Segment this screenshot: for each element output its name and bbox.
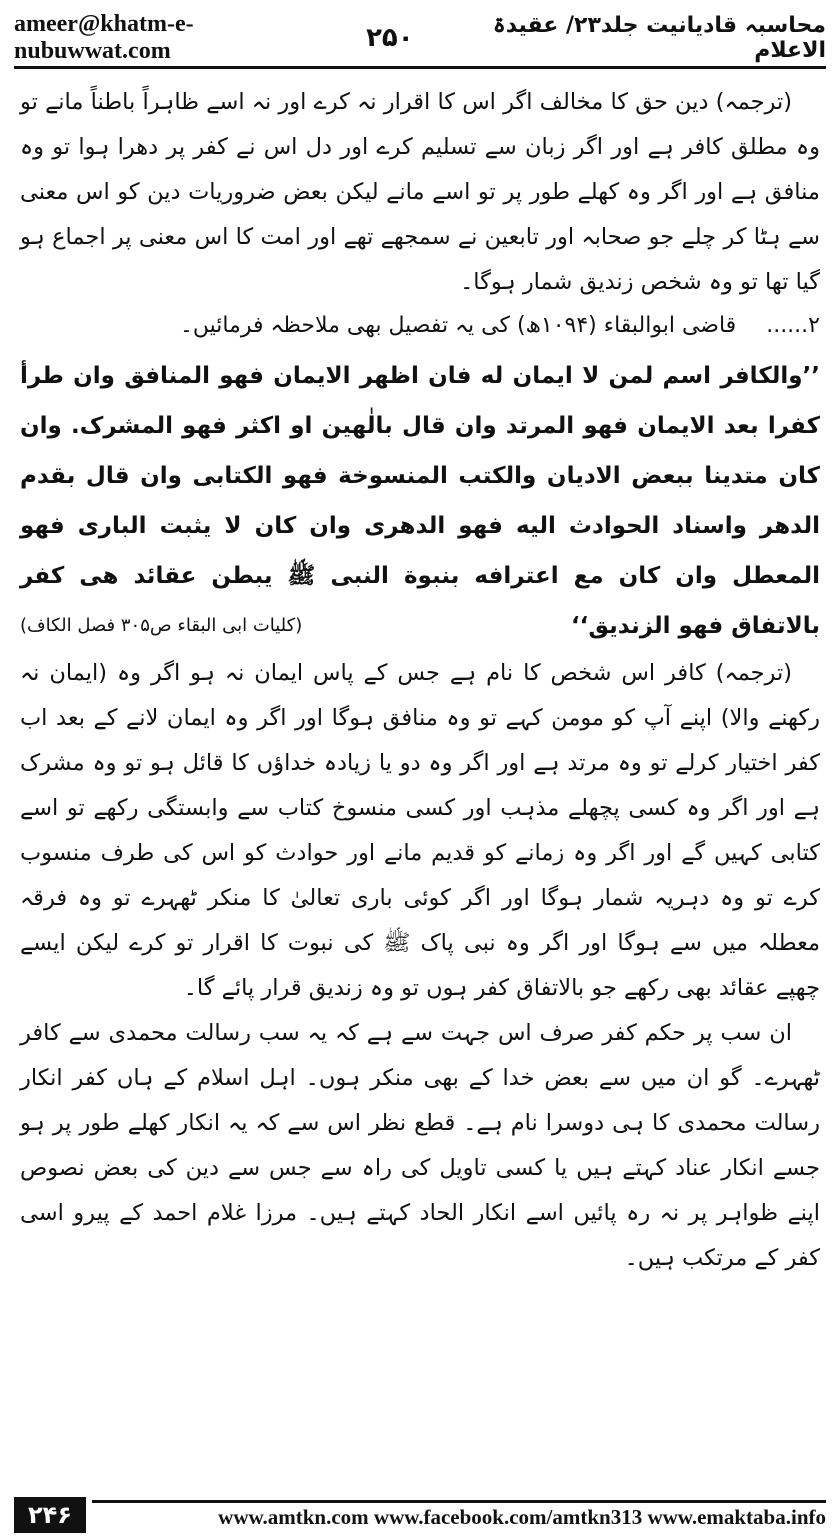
page-footer (14, 1496, 826, 1534)
header-page-number: ۲۵۰ (366, 23, 414, 53)
arabic-quotation (20, 351, 820, 651)
item-text: قاضی ابوالبقاء (۱۰۹۴ھ) کی یہ تفصیل بھی ملاحظہ فرمائیں۔ (179, 313, 737, 338)
page-header (14, 11, 826, 64)
page-content (20, 80, 820, 1460)
footer-page-number: ۲۴۶ (14, 1497, 86, 1533)
running-title: محاسبہ قادیانیت جلد۲۳/ عقیدۃ الاعلام (492, 13, 826, 63)
header-email: ameer@khatm-e-nubuwwat.com (14, 11, 194, 64)
header-left (14, 11, 414, 65)
item-number: ۲...... (766, 313, 820, 338)
footer-links: www.amtkn.com www.facebook.com/amtkn313 www.emaktaba.info (92, 1500, 826, 1530)
translation-paragraph-2: (ترجمہ) کافر اس شخص کا نام ہے جس کے پاس ایمان نہ ہو اگر وہ (ایمان نہ رکھنے والا) اپنے آپ کو مومن کہے تو وہ منافق ہوگا اور اگر وہ ایمان لانے کے بعد اب کفر اختیار کرلے تو وہ مرتد ہے اور اگر وہ دو یا زیادہ خداؤں کا قائل ہو تو وہ مشرک ہے اور اگر وہ کسی پچھلے مذہب اور کسی منسوخ کتاب سے وابستگی رکھے تو اسے کتابی کہیں گے اور اگر وہ زمانے کو قدیم مانے اور حوادث کو اس کی طرف منسوب کرے تو وہ دہریہ شمار ہوگا اور اگر کوئی باری تعالیٰ کا منکر ٹھہرے تو وہ فرقہ معطلہ میں سے ہوگا اور اگر وہ نبی پاک ﷺ کی نبوت کا اقرار تو کرے لیکن ایسے چھپے عقائد بھی رکھے جو بالاتفاق کفر ہوں تو وہ زندیق قرار پائے گا۔ (20, 660, 820, 1001)
arabic-quote-text: ’’والکافر اسم لمن لا ایمان له فان اظهر الایمان فهو المنافق وان طرأ کفرا بعد الایمان فهو المرتد وان قال بالٰهین او اکثر فهو المشرک. وان کان متدینا ببعض الادیان والکتب المنسوخة فهو الکتابی وان قال بقدم الدهر واسناد الحوادث الیه فهو الدهری وان کان لا یثبت الباری فهو المعطل وان کان مع اعترافه بنبوة النبی ﷺ یبطن عقائد هی کفر بالاتفاق فهو الزندیق‘‘ (20, 363, 820, 639)
header-rule (14, 66, 826, 69)
quote-citation: (کلیات ابی البقاء ص۳۰۵ فصل الکاف) (20, 615, 303, 636)
commentary-paragraph: ان سب پر حکم کفر صرف اس جہت سے ہے کہ یہ سب رسالت محمدی سے کافر ٹھہرے۔ گو ان میں سے بعض خدا کے بھی منکر ہوں۔ اہل اسلام کے ہاں کفر انکار رسالت محمدی کا ہی دوسرا نام ہے۔ قطع نظر اس سے کہ یہ انکار کھلے طور پر ہو جسے انکار عناد کہتے ہیں یا کسی تاویل کی راہ سے جس سے دین کی بعض نصوص اپنے ظواہر پر نہ رہ پائیں اسے انکار الحاد کہتے ہیں۔ مرزا غلام احمد کے پیرو اسی کفر کے مرتکب ہیں۔ (20, 1020, 820, 1271)
numbered-item-2 (20, 305, 820, 347)
translation-paragraph-1: (ترجمہ) دین حق کا مخالف اگر اس کا اقرار نہ کرے اور نہ اسے ظاہراً باطناً مانے تو وہ مطلق کافر ہے اور اگر زبان سے تسلیم کرے اور دل اس نے کفر پر دھرا ہوا تو وہ منافق ہے اور اگر وہ کھلے طور پر تو اسے مانے لیکن بعض ضروریات دین کو اس معنی سے ہٹا کر چلے جو صحابہ اور تابعین نے سمجھے تھے اور امت کا اس معنی پر اجماع ہو گیا تھا تو وہ شخص زندیق شمار ہوگا۔ (20, 89, 820, 295)
